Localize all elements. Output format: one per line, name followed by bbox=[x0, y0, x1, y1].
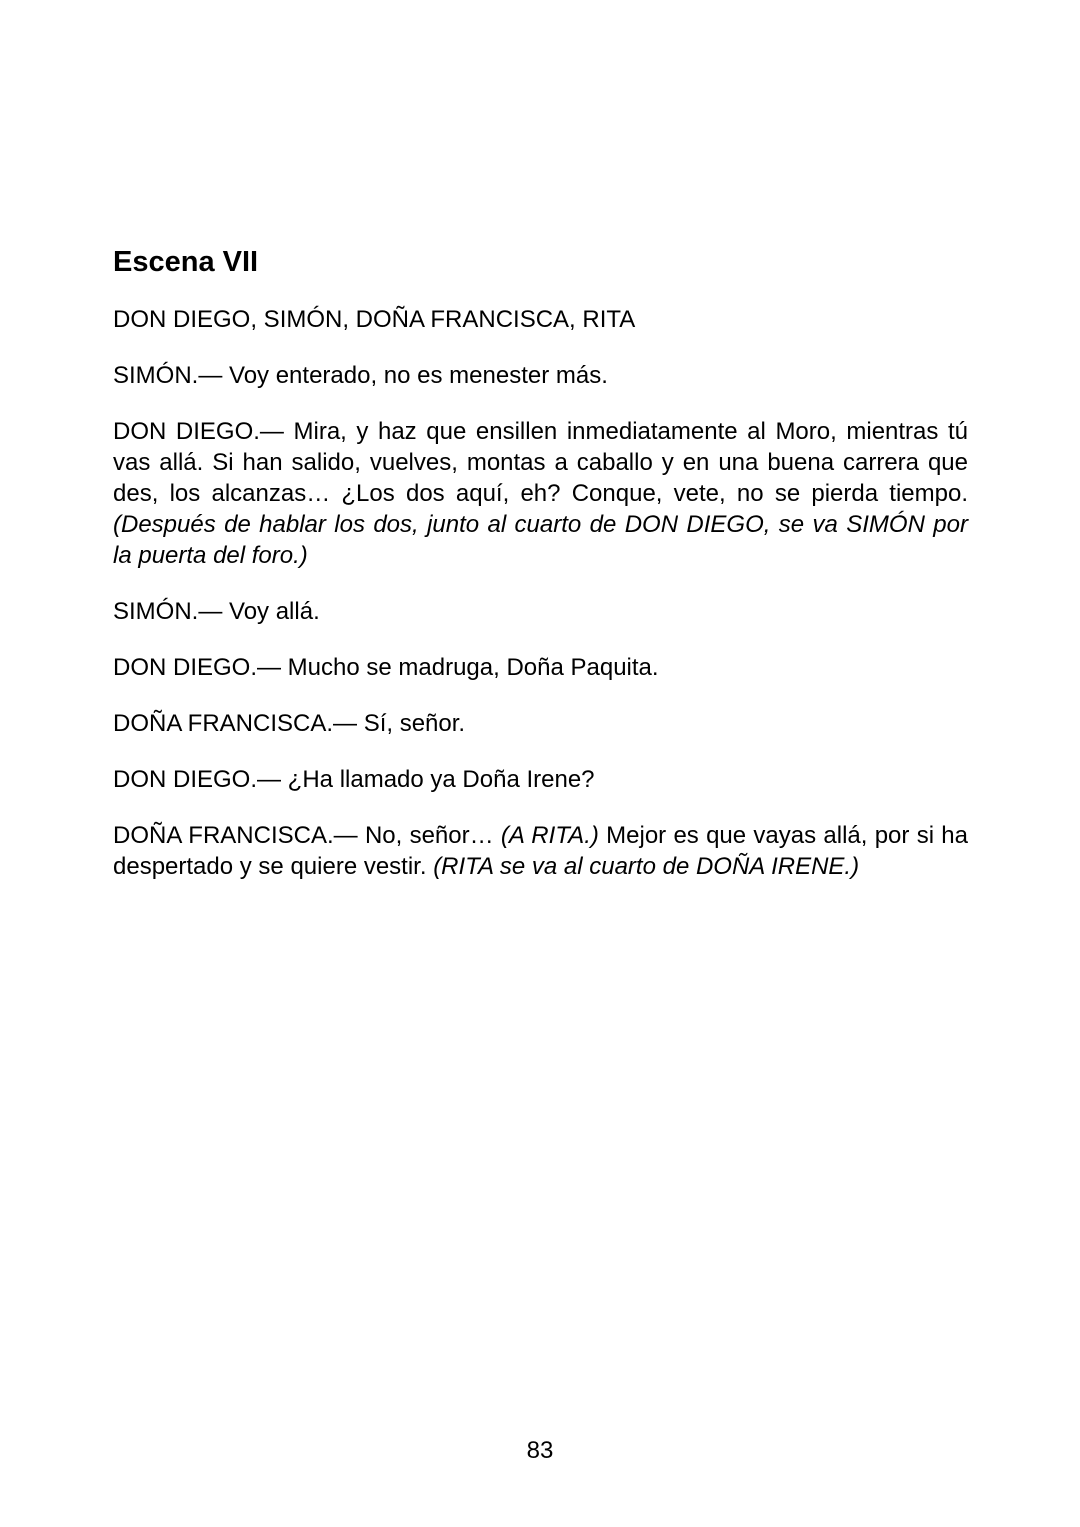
speech bbox=[113, 708, 968, 739]
speech-text: Mucho se madruga, Doña Paquita. bbox=[281, 654, 659, 681]
scene-title: Escena VII bbox=[113, 246, 259, 278]
speaker: SIMÓN.— bbox=[113, 598, 223, 625]
stage-direction: (Después de hablar los dos, junto al cuarto de DON DIEGO, se va SIMÓN por la puerta del foro.) bbox=[113, 511, 968, 569]
speech bbox=[113, 652, 968, 683]
cast-list: DON DIEGO, SIMÓN, DOÑA FRANCISCA, RITA bbox=[113, 306, 636, 333]
speech-text: ¿Ha llamado ya Doña Irene? bbox=[281, 766, 595, 793]
speech-text: Voy allá. bbox=[222, 598, 320, 625]
speech-text: Mejor es que vayas allá, por si ha despertado y se quiere vestir. bbox=[113, 822, 969, 880]
speech bbox=[113, 820, 968, 882]
speaker: DON DIEGO.— bbox=[113, 418, 284, 445]
speaker: DOÑA FRANCISCA.— bbox=[113, 822, 358, 849]
speaker: DON DIEGO.— bbox=[113, 766, 282, 793]
stage-direction: (A RITA.) bbox=[500, 822, 599, 849]
speech-text: Mira, y haz que ensillen inmediatamente al Moro, mientras tú vas allá. Si han salido, vuelves, montas a caballo y en una buena carrera que des, los alcanzas… ¿Los dos aquí, eh? Conque, vete, no se pierda tiempo. bbox=[113, 418, 968, 507]
speech bbox=[113, 764, 968, 795]
speech bbox=[113, 360, 968, 391]
stage-direction: (RITA se va al cuarto de DOÑA IRENE.) bbox=[433, 853, 860, 880]
page-number: 83 bbox=[526, 1437, 554, 1464]
speech-text: No, señor… bbox=[357, 822, 501, 849]
speech-text: Voy enterado, no es menester más. bbox=[222, 362, 608, 389]
speaker: DOÑA FRANCISCA.— bbox=[113, 710, 358, 737]
speech bbox=[113, 416, 968, 571]
speaker: DON DIEGO.— bbox=[113, 654, 282, 681]
document-page bbox=[113, 240, 968, 882]
speaker: SIMÓN.— bbox=[113, 362, 223, 389]
speech bbox=[113, 596, 968, 627]
speech-text: Sí, señor. bbox=[357, 710, 466, 737]
